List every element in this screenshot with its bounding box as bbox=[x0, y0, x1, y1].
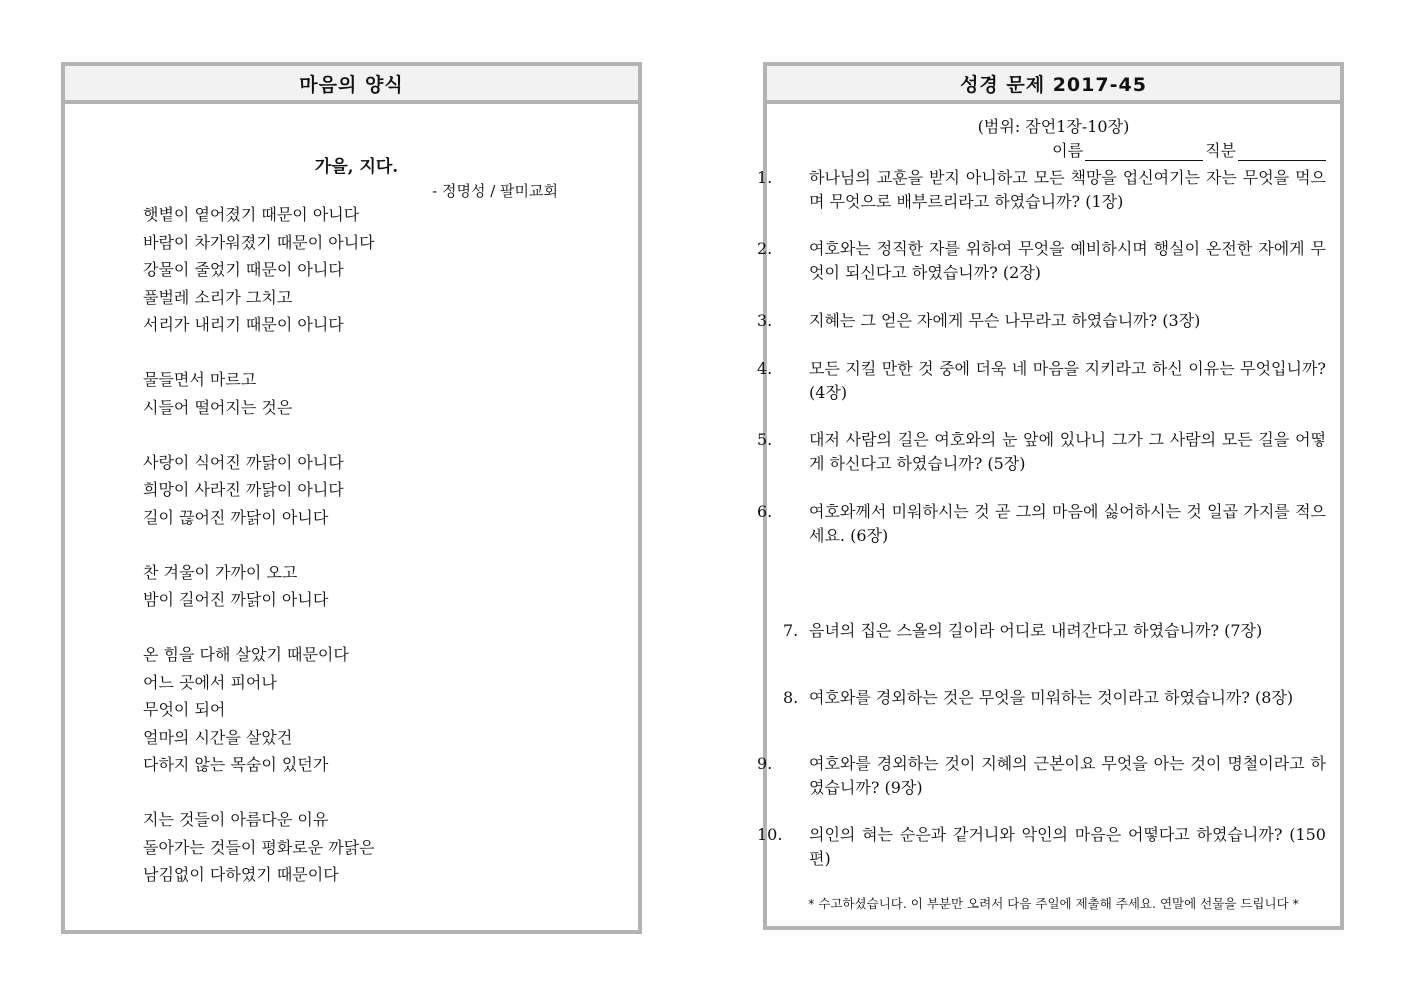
question-text: 지혜는 그 얻은 자에게 무슨 나무라고 하였습니까? (3장) bbox=[809, 311, 1201, 330]
poem-line: 다하지 않는 목숨이 있던가 bbox=[143, 755, 329, 774]
question-number: 9. bbox=[757, 754, 773, 773]
question-number: 6. bbox=[757, 502, 773, 521]
question-text: 하나님의 교훈을 받지 아니하고 모든 책망을 업신여기는 자는 무엇을 먹으며 무엇으로 배부르리라고 하였습니까? (1장) bbox=[809, 168, 1326, 211]
poem-line: 어느 곳에서 피어나 bbox=[143, 672, 277, 692]
question-number: 10. bbox=[757, 825, 783, 844]
question-item bbox=[757, 752, 1326, 800]
question-number: 7. bbox=[783, 621, 799, 640]
poem-line: 시들어 떨어지는 것은 bbox=[143, 397, 293, 417]
poem-line: 물들면서 마르고 bbox=[143, 370, 257, 389]
role-blank[interactable] bbox=[1238, 142, 1326, 161]
question-number: 8. bbox=[783, 688, 799, 707]
poem-line: 돌아가는 것들이 평화로운 까닭은 bbox=[143, 837, 375, 857]
poem-line: 찬 겨울이 가까이 오고 bbox=[143, 562, 298, 582]
poem-line: 햇볕이 옅어졌기 때문이 아니다 bbox=[143, 205, 360, 224]
poem-line: 무엇이 되어 bbox=[143, 700, 226, 719]
question-text: 대저 사람의 길은 여호와의 눈 앞에 있나니 그가 그 사람의 모든 길을 어떻게 하신다고 하였습니까? (5장) bbox=[809, 430, 1326, 473]
question-item bbox=[783, 619, 1326, 643]
right-panel-header: 성경 문제 2017-45 bbox=[767, 66, 1340, 104]
poem-body bbox=[143, 201, 375, 889]
poem-line: 풀벌레 소리가 그치고 bbox=[143, 287, 293, 307]
question-text: 여호와를 경외하는 것이 지혜의 근본이요 무엇을 아는 것이 명철이라고 하였습니까? (9장) bbox=[809, 754, 1326, 797]
question-item bbox=[757, 309, 1326, 333]
left-panel-header: 마음의 양식 bbox=[65, 66, 638, 104]
question-item bbox=[783, 686, 1326, 710]
left-panel bbox=[61, 62, 642, 934]
poem-line: 지는 것들이 아름다운 이유 bbox=[143, 810, 329, 829]
name-blank[interactable] bbox=[1085, 142, 1203, 161]
question-number: 2. bbox=[757, 239, 773, 258]
poem-line: 희망이 사라진 까닭이 아니다 bbox=[143, 480, 344, 499]
question-number: 3. bbox=[757, 311, 773, 330]
stanza bbox=[143, 641, 375, 779]
stanza bbox=[143, 366, 375, 421]
name-label: 이름 bbox=[1052, 141, 1084, 160]
question-number: 4. bbox=[757, 359, 773, 378]
stanza bbox=[143, 806, 375, 889]
stanza bbox=[143, 449, 375, 532]
question-text: 여호와는 정직한 자를 위하여 무엇을 예비하시며 행실이 온전한 자에게 무엇이 되신다고 하였습니까? (2장) bbox=[809, 239, 1326, 282]
poem-title: 가을, 지다. bbox=[314, 157, 399, 177]
question-item bbox=[757, 166, 1326, 214]
poem-line: 길이 끊어진 까닭이 아니다 bbox=[143, 507, 329, 527]
quiz-range: (범위: 잠언1장-10장) bbox=[977, 117, 1130, 136]
question-item bbox=[757, 500, 1326, 548]
question-item bbox=[757, 237, 1326, 285]
question-text: 여호와께서 미워하시는 것 곧 그의 마음에 싫어하시는 것 일곱 가지를 적으세요. (6장) bbox=[809, 502, 1326, 545]
question-number: 1. bbox=[757, 168, 773, 187]
name-role-row bbox=[1052, 138, 1326, 161]
question-item bbox=[757, 823, 1326, 871]
poem-line: 얼마의 시간을 살았건 bbox=[143, 727, 293, 747]
poem-line: 서리가 내리기 때문이 아니다 bbox=[143, 315, 344, 334]
question-item bbox=[757, 428, 1326, 476]
footer-note: * 수고하셨습니다. 이 부분만 오려서 다음 주일에 제출해 주세요. 연말에 선물을 드립니다 * bbox=[808, 896, 1299, 911]
question-text: 여호와를 경외하는 것은 무엇을 미워하는 것이라고 하였습니까? (8장) bbox=[809, 688, 1294, 707]
poem-line: 남김없이 다하였기 때문이다 bbox=[143, 865, 339, 884]
poem-author: - 정명성 / 팔미교회 bbox=[432, 182, 558, 200]
poem-line: 사랑이 식어진 까닭이 아니다 bbox=[143, 452, 344, 472]
question-text: 음녀의 집은 스올의 길이라 어디로 내려간다고 하였습니까? (7장) bbox=[809, 621, 1263, 640]
stanza bbox=[143, 559, 375, 614]
poem-line: 강물이 줄었기 때문이 아니다 bbox=[143, 260, 344, 279]
question-text: 모든 지킬 만한 것 중에 더욱 네 마음을 지키라고 하신 이유는 무엇입니까? (4장) bbox=[809, 359, 1326, 402]
stanza bbox=[143, 201, 375, 339]
poem-line: 밤이 길어진 까닭이 아니다 bbox=[143, 590, 329, 609]
poem-line: 온 힘을 다해 살았기 때문이다 bbox=[143, 645, 349, 664]
role-label: 직분 bbox=[1205, 141, 1236, 160]
question-text: 의인의 혀는 순은과 같거니와 악인의 마음은 어떻다고 하였습니까? (150편) bbox=[809, 825, 1326, 868]
right-panel bbox=[757, 62, 1344, 930]
question-item bbox=[757, 357, 1326, 405]
poem-line: 바람이 차가워졌기 때문이 아니다 bbox=[143, 232, 375, 252]
question-number: 5. bbox=[757, 430, 773, 449]
